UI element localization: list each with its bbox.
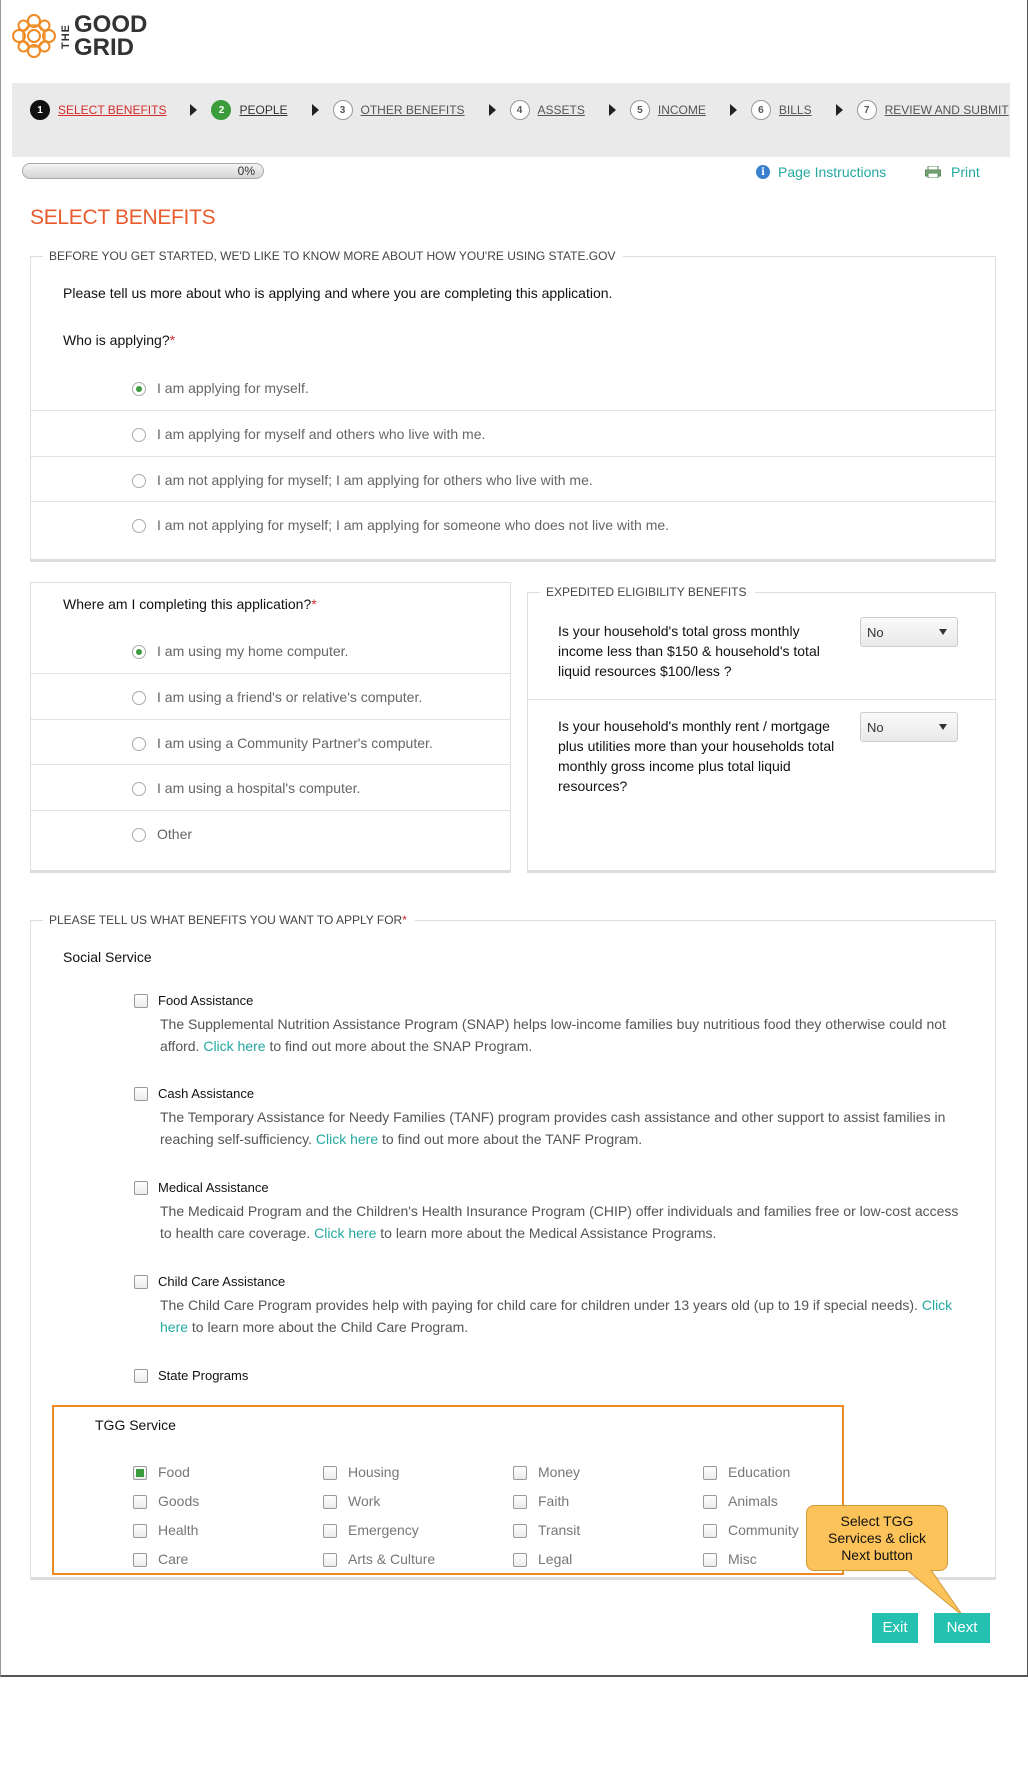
medical-assistance-checkbox[interactable] — [134, 1181, 148, 1195]
step-other-benefits[interactable] — [333, 100, 465, 120]
child-care-link[interactable]: here — [160, 1319, 189, 1335]
benefit-description — [160, 1106, 945, 1150]
brand-name — [74, 13, 147, 59]
cash-assistance-checkbox[interactable] — [134, 1087, 148, 1101]
tgg-option-label: Health — [158, 1522, 199, 1538]
step-assets[interactable] — [510, 100, 585, 120]
who-applying-label: Who is applying? — [63, 332, 170, 348]
applicant-option[interactable] — [31, 365, 995, 411]
step-arrow-icon — [190, 104, 197, 116]
question-line: plus utilities more than your households total — [558, 738, 835, 754]
brand-name-line1: GOOD — [74, 11, 148, 38]
tanf-link[interactable]: Click here — [315, 1131, 379, 1147]
expedited-select-1[interactable] — [860, 617, 958, 647]
food-assistance-checkbox[interactable] — [134, 994, 148, 1008]
tgg-option-label: Legal — [538, 1551, 573, 1567]
printer-icon — [925, 166, 941, 178]
brand-logo — [10, 8, 147, 64]
child-care-checkbox[interactable] — [134, 1275, 148, 1289]
applicant-option-label: I am applying for myself and others who live with me. — [157, 426, 486, 442]
desc-text: to find out more about the TANF Program. — [378, 1131, 643, 1147]
applicant-option-label: I am not applying for myself; I am applying for someone who does not live with me. — [157, 517, 670, 533]
desc-line: The Temporary Assistance for Needy Families (TANF) program provides cash assistance and other support to assist families in — [160, 1109, 946, 1125]
radio-selected[interactable] — [132, 382, 146, 396]
callout-line: Next button — [841, 1547, 913, 1563]
location-option-label: I am using a Community Partner's computer. — [157, 735, 433, 751]
progress-text: 0% — [237, 164, 255, 178]
desc-line: The Medicaid Program and the Children's Health Insurance Program (CHIP) offer individuals and families free or low-cost access — [160, 1203, 959, 1219]
location-section — [30, 582, 511, 873]
benefit-title: Food Assistance — [158, 993, 254, 1008]
next-button[interactable]: Next — [934, 1613, 990, 1643]
step-label[interactable]: OTHER BENEFITS — [360, 103, 465, 117]
print-label: Print — [951, 164, 980, 180]
step-arrow-icon — [836, 104, 843, 116]
step-number: 4 — [510, 100, 530, 120]
chevron-down-icon — [939, 629, 947, 635]
step-people[interactable] — [211, 100, 287, 120]
radio[interactable] — [132, 691, 146, 705]
tgg-option-label: Misc — [728, 1551, 757, 1567]
medical-link[interactable]: Click here — [314, 1225, 377, 1241]
exit-button[interactable]: Exit — [872, 1613, 918, 1643]
who-applying-question — [63, 332, 175, 348]
benefit-description — [160, 1294, 952, 1338]
tgg-option-label: Goods — [158, 1493, 200, 1509]
tgg-option-label: Money — [538, 1464, 581, 1480]
social-service-title: Social Service — [63, 949, 152, 965]
location-option[interactable] — [31, 673, 510, 720]
tgg-health-checkbox[interactable] — [133, 1524, 147, 1538]
tgg-emergency-checkbox[interactable] — [323, 1524, 337, 1538]
chevron-down-icon — [939, 724, 947, 730]
applicant-option-label: I am applying for myself. — [157, 380, 309, 396]
question-line: Is your household's monthly rent / mortgage — [558, 718, 830, 734]
step-number: 1 — [30, 100, 50, 120]
required-mark: * — [311, 596, 317, 612]
benefit-description — [160, 1200, 958, 1244]
applicant-option[interactable] — [31, 501, 995, 548]
tgg-option-label: Education — [728, 1464, 791, 1480]
location-option[interactable] — [31, 810, 510, 857]
where-label: Where am I completing this application? — [63, 596, 312, 612]
benefit-title: Cash Assistance — [158, 1086, 255, 1101]
instruction-callout — [806, 1505, 948, 1571]
brand-the: THE — [60, 23, 72, 49]
page-instructions-link[interactable] — [756, 164, 886, 180]
tgg-option-label: Care — [158, 1551, 189, 1567]
tgg-option-label: Community — [728, 1522, 799, 1538]
question-line: monthly gross income plus total liquid — [558, 758, 791, 774]
intro-lead: Please tell us more about who is applying and where you are completing this application. — [63, 285, 613, 301]
print-link[interactable] — [925, 164, 980, 180]
step-number: 2 — [211, 100, 231, 120]
expedited-section — [527, 585, 996, 873]
expedited-question-2 — [558, 716, 834, 796]
tgg-food-checkbox[interactable] — [133, 1466, 147, 1480]
snap-link[interactable]: Click here — [203, 1038, 266, 1054]
radio[interactable] — [132, 519, 146, 533]
progress-bar — [22, 163, 264, 179]
location-option[interactable] — [31, 764, 510, 811]
step-number: 7 — [857, 100, 877, 120]
tgg-arts-culture-checkbox[interactable] — [323, 1553, 337, 1567]
tgg-education-checkbox[interactable] — [703, 1466, 717, 1480]
tgg-option-label: Animals — [728, 1493, 778, 1509]
desc-text: reaching self-sufficiency. — [160, 1131, 316, 1147]
applicant-section — [30, 249, 996, 562]
step-number: 5 — [630, 100, 650, 120]
good-grid-logo-icon — [10, 12, 58, 60]
step-number: 3 — [333, 100, 353, 120]
radio[interactable] — [132, 474, 146, 488]
question-line: Is your household's total gross monthly — [558, 623, 800, 639]
step-label[interactable]: ASSETS — [537, 103, 585, 117]
steps-bar — [12, 83, 1010, 157]
applicant-option[interactable] — [31, 456, 995, 503]
applicant-option[interactable] — [31, 410, 995, 457]
expedited-legend: EXPEDITED ELIGIBILITY BENEFITS — [540, 585, 755, 599]
desc-text: to learn more about the Medical Assistance Programs. — [376, 1225, 717, 1241]
tgg-money-checkbox[interactable] — [513, 1466, 527, 1480]
state-programs-label: State Programs — [158, 1368, 249, 1383]
tgg-care-checkbox[interactable] — [133, 1553, 147, 1567]
applicant-option-label: I am not applying for myself; I am applying for others who live with me. — [157, 472, 593, 488]
step-label[interactable]: SELECT BENEFITS — [58, 103, 167, 117]
step-arrow-icon — [730, 104, 737, 116]
desc-line: The Supplemental Nutrition Assistance Program (SNAP) helps low-income families buy nutritious food they otherwise could not — [160, 1016, 946, 1032]
step-review-submit[interactable] — [857, 100, 1009, 120]
tgg-housing-checkbox[interactable] — [323, 1466, 337, 1480]
location-option-label: I am using a hospital's computer. — [157, 780, 361, 796]
step-bills[interactable] — [751, 100, 812, 120]
tgg-legal-checkbox[interactable] — [513, 1553, 527, 1567]
step-number: 6 — [751, 100, 771, 120]
location-option[interactable] — [31, 719, 510, 766]
tgg-work-checkbox[interactable] — [323, 1495, 337, 1509]
desc-text: to learn more about the Child Care Program. — [188, 1319, 469, 1335]
benefit-title: Child Care Assistance — [158, 1274, 286, 1289]
where-question — [63, 596, 317, 612]
callout-line: Select TGG — [840, 1513, 914, 1529]
tgg-option-label: Arts & Culture — [348, 1551, 436, 1567]
step-income[interactable] — [630, 100, 706, 120]
desc-text: to health care coverage. — [160, 1225, 315, 1241]
page-title: SELECT BENEFITS — [30, 206, 216, 229]
tgg-community-checkbox[interactable] — [703, 1524, 717, 1538]
step-list — [30, 100, 1009, 120]
tgg-option-label: Faith — [538, 1493, 570, 1509]
child-care-link[interactable]: Click — [921, 1297, 953, 1313]
tgg-animals-checkbox[interactable] — [703, 1495, 717, 1509]
expedited-select-2[interactable] — [860, 712, 958, 742]
tgg-transit-checkbox[interactable] — [513, 1524, 527, 1538]
question-line: resources? — [558, 778, 628, 794]
question-line: income less than $150 & household's total — [558, 643, 820, 659]
benefits-legend-text: PLEASE TELL US WHAT BENEFITS YOU WANT TO APPLY FOR — [49, 913, 403, 927]
required-mark: * — [402, 913, 407, 927]
step-select-benefits[interactable] — [30, 100, 166, 120]
callout-line: Services & click — [827, 1530, 927, 1546]
step-label[interactable]: BILLS — [778, 103, 812, 117]
radio[interactable] — [132, 782, 146, 796]
location-option[interactable] — [31, 628, 510, 674]
location-option-label: Other — [157, 826, 193, 842]
radio[interactable] — [132, 737, 146, 751]
step-label[interactable]: INCOME — [657, 103, 706, 117]
radio[interactable] — [132, 828, 146, 842]
step-arrow-icon — [312, 104, 319, 116]
page-instructions-label: Page Instructions — [778, 164, 887, 180]
tgg-misc-checkbox[interactable] — [703, 1553, 717, 1567]
tgg-goods-checkbox[interactable] — [133, 1495, 147, 1509]
desc-text: The Child Care Program provides help with paying for child care for children under 13 years old (up to 19 if special needs). — [160, 1297, 922, 1313]
radio[interactable] — [132, 428, 146, 442]
location-option-label: I am using my home computer. — [157, 643, 349, 659]
tgg-option-label: Transit — [538, 1522, 581, 1538]
expedited-question-1 — [558, 621, 820, 681]
tgg-service-title: TGG Service — [95, 1417, 176, 1433]
section-legend: BEFORE YOU GET STARTED, WE'D LIKE TO KNOW MORE ABOUT HOW YOU'RE USING STATE.GOV — [43, 249, 623, 263]
required-mark: * — [169, 332, 176, 348]
tgg-option-label: Housing — [348, 1464, 400, 1480]
state-programs-checkbox[interactable] — [134, 1369, 148, 1383]
tgg-faith-checkbox[interactable] — [513, 1495, 527, 1509]
brand-name-line2: GRID — [74, 34, 134, 61]
desc-text: afford. — [160, 1038, 204, 1054]
tgg-option-label: Food — [158, 1464, 190, 1480]
select-value: No — [867, 625, 884, 640]
benefits-legend — [43, 913, 415, 927]
desc-text: to find out more about the SNAP Program. — [265, 1038, 533, 1054]
benefit-description — [160, 1013, 946, 1057]
step-arrow-icon — [489, 104, 496, 116]
info-icon: i — [756, 165, 770, 179]
question-line: liquid resources $100/less ? — [558, 663, 732, 679]
radio-selected[interactable] — [132, 645, 146, 659]
step-label[interactable]: PEOPLE — [239, 103, 288, 117]
tgg-option-label: Work — [348, 1493, 381, 1509]
select-value: No — [867, 720, 884, 735]
location-option-label: I am using a friend's or relative's computer. — [157, 689, 423, 705]
step-label[interactable]: REVIEW AND SUBMIT — [884, 103, 1009, 117]
step-arrow-icon — [609, 104, 616, 116]
divider — [528, 699, 995, 700]
benefit-title: Medical Assistance — [158, 1180, 269, 1195]
tgg-option-label: Emergency — [348, 1522, 419, 1538]
